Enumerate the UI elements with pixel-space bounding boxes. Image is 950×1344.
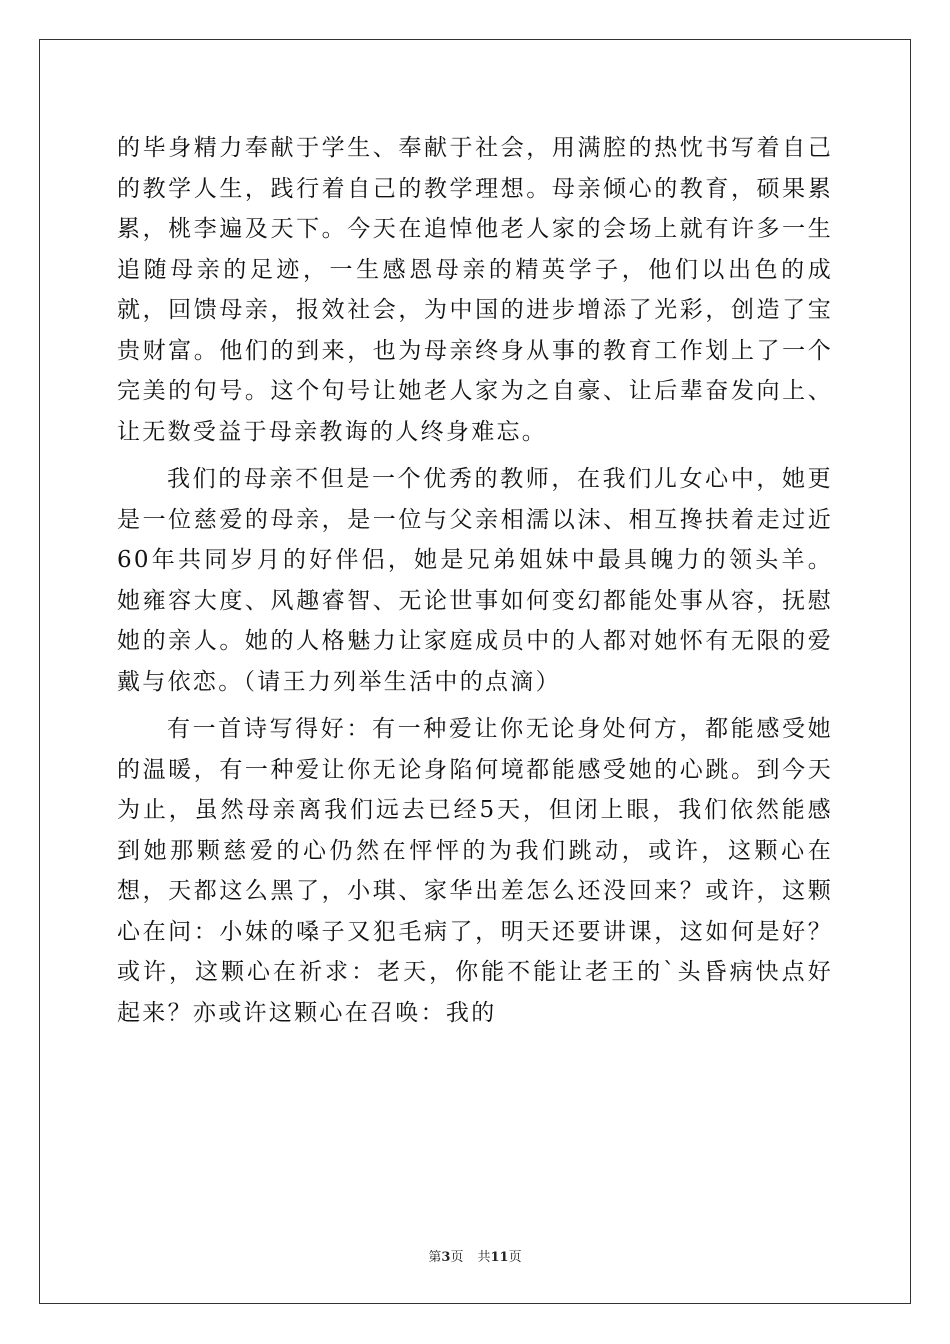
total-prefix: 共 bbox=[477, 1250, 491, 1265]
document-body bbox=[117, 128, 833, 1033]
paragraph-continued: 的毕身精力奉献于学生、奉献于社会，用满腔的热忱书写着自己的教学人生，践行着自己的教学理想。母亲倾心的教育，硕果累累，桃李遍及天下。今天在追悼他老人家的会场上就有许多一生追随母亲的足迹，一生感恩母亲的精英学子，他们以出色的成就，回馈母亲，报效社会，为中国的进步增添了光彩，创造了宝贵财富。他们的到来，也为母亲终身从事的教育工作划上了一个完美的句号。这个句号让她老人家为之自豪、让后辈奋发向上、让无数受益于母亲教诲的人终身难忘。 bbox=[117, 135, 833, 445]
total-page-number: 11 bbox=[490, 1250, 509, 1265]
paragraph-poem: 有一首诗写得好：有一种爱让你无论身处何方，都能感受她的温暖，有一种爱让你无论身陷何境都能感受她的心跳。到今天为止，虽然母亲离我们远去已经5天，但闭上眼，我们依然能感到她那颗慈爱的心仍然在怦怦的为我们跳动，或许，这颗心在想，天都这么黑了，小琪、家华出差怎么还没回来？或许，这颗心在问：小妹的嗓子又犯毛病了，明天还要讲课，这如何是好？或许，这颗心在祈求：老天，你能不能让老王的`头昏病快点好起来？亦或许这颗心在召唤：我的 bbox=[117, 716, 833, 1026]
total-suffix: 页 bbox=[508, 1250, 522, 1265]
page-suffix: 页 bbox=[450, 1250, 464, 1265]
page-footer bbox=[0, 1246, 950, 1265]
current-page-number: 3 bbox=[441, 1250, 451, 1265]
paragraph-mother-character: 我们的母亲不但是一个优秀的教师，在我们儿女心中，她更是一位慈爱的母亲，是一位与父亲相濡以沫、相互搀扶着走过近60年共同岁月的好伴侣，她是兄弟姐妹中最具魄力的领头羊。她雍容大度、风趣睿智、无论世事如何变幻都能处事从容，抚慰她的亲人。她的人格魅力让家庭成员中的人都对她怀有无限的爱戴与依恋。（请王力列举生活中的点滴） bbox=[117, 466, 833, 695]
page-prefix: 第 bbox=[428, 1250, 442, 1265]
